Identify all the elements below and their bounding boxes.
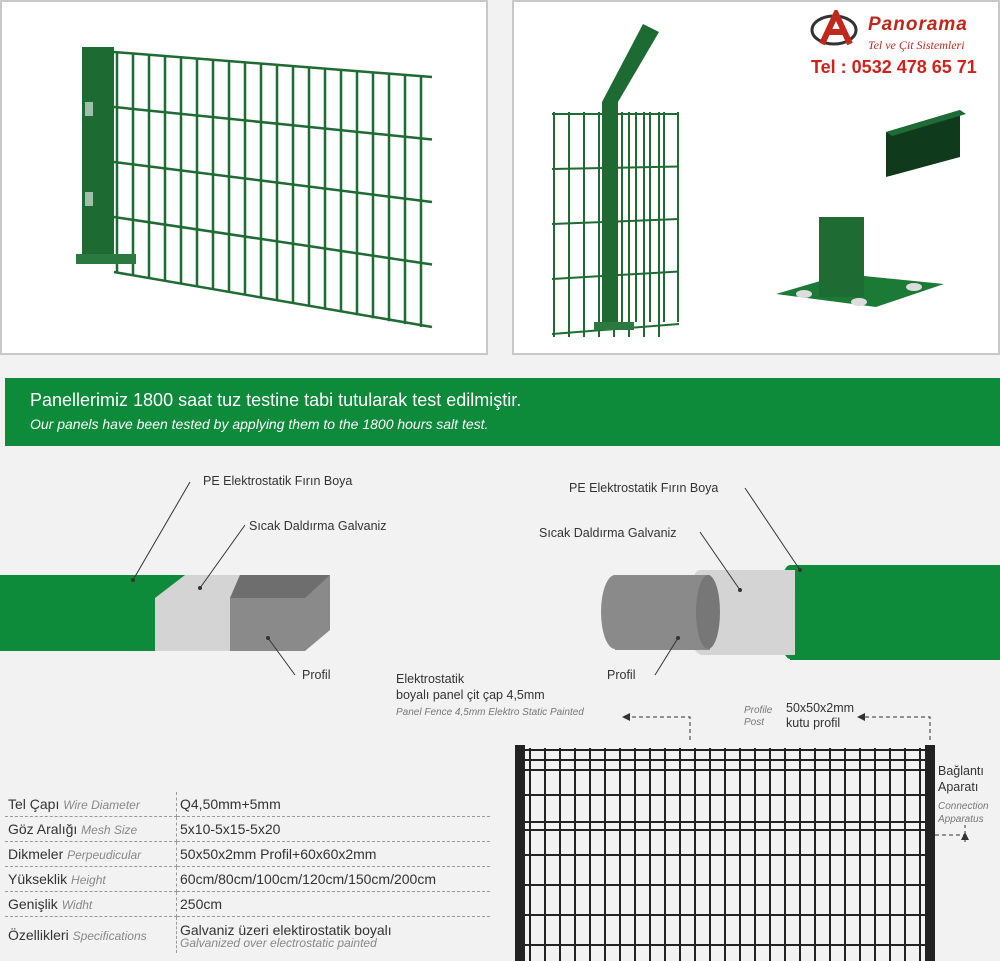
- post-label-tr-2: kutu profil: [786, 716, 841, 730]
- spec-key-tr: Göz Aralığı: [8, 821, 78, 837]
- spec-key-tr: Genişlik: [8, 896, 58, 912]
- panel-label-line1: Elektrostatik: [396, 672, 465, 686]
- brand-logo-icon: [810, 10, 862, 48]
- brand-phone: Tel : 0532 478 65 71: [811, 57, 977, 77]
- round-profil-label: Profil: [607, 668, 636, 682]
- spec-key-en: Wire Diameter: [63, 798, 140, 812]
- spec-key-en: Height: [71, 873, 106, 887]
- spec-key: [5, 817, 177, 842]
- spec-key-en: Widht: [61, 898, 93, 912]
- table-row: [5, 817, 490, 842]
- spec-key-en: Perpeudicular: [67, 848, 142, 862]
- connection-label-tr-2: Aparatı: [938, 780, 979, 794]
- brand-name: Panorama: [868, 14, 968, 35]
- spec-value: [177, 867, 491, 892]
- spec-value-text: 50x50x2mm Profil+60x60x2mm: [180, 846, 377, 862]
- spec-value-en: Galvanized over electrostatic painted: [180, 935, 377, 950]
- post-label-en-2: Post: [744, 717, 765, 728]
- square-profile-layers: [0, 470, 500, 700]
- round-paint-label: PE Elektrostatik Fırın Boya: [569, 481, 719, 495]
- spec-key: [5, 892, 177, 917]
- spec-value-text: Q4,50mm+5mm: [180, 796, 281, 812]
- spec-key-tr: Tel Çapı: [8, 796, 60, 812]
- salt-test-banner: [5, 378, 1000, 446]
- spec-value: [177, 817, 491, 842]
- panel-fence-diagram: [510, 710, 1000, 961]
- square-profil-label: Profil: [302, 668, 331, 682]
- banner-text-tr: Panellerimiz 1800 saat tuz testine tabi tutularak test edilmiştir.: [30, 390, 522, 410]
- banner-text-en: Our panels have been tested by applying them to the 1800 hours salt test.: [30, 416, 489, 432]
- square-galvaniz-label: Sıcak Daldırma Galvaniz: [249, 519, 387, 533]
- spec-key-en: Mesh Size: [81, 823, 138, 837]
- square-paint-label: PE Elektrostatik Fırın Boya: [203, 474, 353, 488]
- spec-key: [5, 867, 177, 892]
- spec-value-text: 60cm/80cm/100cm/120cm/150cm/200cm: [180, 871, 436, 887]
- spec-key: [5, 842, 177, 867]
- table-row: [5, 867, 490, 892]
- post-illustration: [514, 2, 998, 353]
- spec-key: [5, 792, 177, 817]
- spec-value-text: 5x10-5x15-5x20: [180, 821, 281, 837]
- spec-value-text: Galvaniz üzeri elektirostatik boyalı: [180, 921, 392, 938]
- spec-value-text: 250cm: [180, 896, 223, 912]
- table-row: [5, 792, 490, 817]
- spec-value: [177, 917, 491, 954]
- spec-key-en: Specifications: [72, 929, 147, 943]
- fence-panel-illustration: [2, 2, 486, 353]
- panel-label-line2: boyalı panel çit çap 4,5mm: [396, 688, 545, 702]
- post-label-en-1: Profile: [744, 705, 773, 716]
- connection-label-en-1: Connection: [938, 801, 989, 812]
- spec-key-tr: Yükseklik: [8, 871, 68, 887]
- spec-key-tr: Dikmeler: [8, 846, 64, 862]
- spec-key: [5, 917, 177, 954]
- table-row: [5, 917, 490, 954]
- spec-value: [177, 842, 491, 867]
- post-label-tr-1: 50x50x2mm: [786, 701, 855, 715]
- table-row: [5, 842, 490, 867]
- panel-label-en: Panel Fence 4,5mm Elektro Static Painted: [396, 707, 584, 718]
- round-profile-layers: [590, 470, 1000, 700]
- connection-label-en-2: Apparatus: [938, 814, 984, 825]
- spec-value: [177, 892, 491, 917]
- connection-label-tr-1: Bağlantı: [938, 764, 984, 778]
- spec-table: [5, 792, 490, 953]
- brand-tagline: Tel ve Çit Sistemleri: [868, 38, 965, 52]
- table-row: [5, 892, 490, 917]
- spec-value: [177, 792, 491, 817]
- round-galvaniz-label: Sıcak Daldırma Galvaniz: [539, 526, 677, 540]
- fence-photo-left: [0, 0, 488, 355]
- post-photo-right: [512, 0, 1000, 355]
- spec-key-tr: Özellikleri: [8, 927, 69, 943]
